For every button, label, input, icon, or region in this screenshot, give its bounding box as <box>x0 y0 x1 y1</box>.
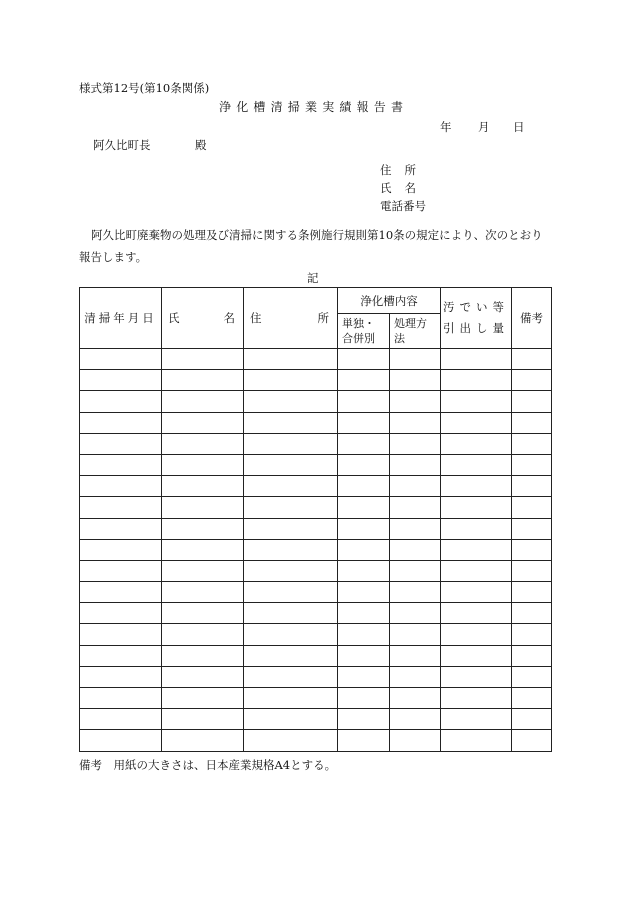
table-cell[interactable] <box>162 730 244 751</box>
table-cell[interactable] <box>338 454 390 475</box>
table-cell[interactable] <box>441 349 512 370</box>
table-row <box>80 412 552 433</box>
report-table <box>79 287 552 752</box>
table-body <box>80 349 552 752</box>
applicant-address-label: 住所 <box>380 163 429 177</box>
table-cell[interactable] <box>244 497 338 518</box>
table-cell[interactable] <box>80 645 162 666</box>
table-cell[interactable] <box>80 370 162 391</box>
table-cell[interactable] <box>80 624 162 645</box>
table-cell[interactable] <box>80 603 162 624</box>
table-cell[interactable] <box>390 688 441 709</box>
form-number: 様式第12号(第10条関係) <box>79 81 210 95</box>
table-cell[interactable] <box>512 433 552 454</box>
table-cell[interactable] <box>512 688 552 709</box>
table-cell[interactable] <box>512 476 552 497</box>
table-cell[interactable] <box>244 539 338 560</box>
table-cell[interactable] <box>338 603 390 624</box>
table-cell[interactable] <box>512 709 552 730</box>
table-cell[interactable] <box>162 666 244 687</box>
table-cell[interactable] <box>512 454 552 475</box>
addressee-name: 阿久比町長 <box>93 138 151 152</box>
table-cell[interactable] <box>338 391 390 412</box>
table-cell[interactable] <box>338 666 390 687</box>
table-cell[interactable] <box>244 433 338 454</box>
table-cell[interactable] <box>338 412 390 433</box>
table-cell[interactable] <box>441 518 512 539</box>
header-type: 単独・合併別 <box>338 314 390 349</box>
table-cell[interactable] <box>80 476 162 497</box>
table-cell[interactable] <box>512 412 552 433</box>
table-cell[interactable] <box>512 370 552 391</box>
table-cell[interactable] <box>244 349 338 370</box>
table-cell[interactable] <box>512 497 552 518</box>
table-cell[interactable] <box>244 582 338 603</box>
table-cell[interactable] <box>80 709 162 730</box>
table-cell[interactable] <box>390 539 441 560</box>
table-cell[interactable] <box>80 497 162 518</box>
table-cell[interactable] <box>390 349 441 370</box>
document-title: 浄化槽清掃業実績報告書 <box>219 100 409 114</box>
table-cell[interactable] <box>338 476 390 497</box>
table-row <box>80 454 552 475</box>
table-row <box>80 730 552 751</box>
table-cell[interactable] <box>80 433 162 454</box>
table-cell[interactable] <box>390 624 441 645</box>
table-cell[interactable] <box>244 476 338 497</box>
table-row <box>80 497 552 518</box>
table-cell[interactable] <box>162 645 244 666</box>
header-address: 住 所 <box>244 288 338 349</box>
table-cell[interactable] <box>338 349 390 370</box>
table-cell[interactable] <box>338 518 390 539</box>
table-cell[interactable] <box>244 709 338 730</box>
table-row <box>80 539 552 560</box>
date-year-label: 年 <box>440 120 452 134</box>
table-row <box>80 645 552 666</box>
date-month-label: 月 <box>478 120 490 134</box>
table-cell[interactable] <box>338 370 390 391</box>
table-cell[interactable] <box>338 433 390 454</box>
table-row <box>80 349 552 370</box>
table-cell[interactable] <box>162 582 244 603</box>
table-row <box>80 603 552 624</box>
addressee-honorific: 殿 <box>195 138 207 152</box>
table-cell[interactable] <box>441 666 512 687</box>
table-cell[interactable] <box>441 497 512 518</box>
table-row <box>80 476 552 497</box>
table-cell[interactable] <box>512 518 552 539</box>
table-cell[interactable] <box>441 370 512 391</box>
table-cell[interactable] <box>162 709 244 730</box>
header-sludge-amount: 汚でい等 引出し量 <box>441 288 512 349</box>
table-cell[interactable] <box>162 560 244 581</box>
table-cell[interactable] <box>441 645 512 666</box>
table-cell[interactable] <box>162 518 244 539</box>
table-cell[interactable] <box>390 645 441 666</box>
table-cell[interactable] <box>338 624 390 645</box>
table-row <box>80 688 552 709</box>
table-row <box>80 560 552 581</box>
table-cell[interactable] <box>244 645 338 666</box>
table-cell[interactable] <box>80 688 162 709</box>
table-cell[interactable] <box>162 412 244 433</box>
table-cell[interactable] <box>162 603 244 624</box>
header-remarks: 備考 <box>512 288 552 349</box>
table-cell[interactable] <box>244 603 338 624</box>
table-row <box>80 370 552 391</box>
table-cell[interactable] <box>441 433 512 454</box>
table-cell[interactable] <box>390 709 441 730</box>
record-heading: 記 <box>307 271 319 285</box>
table-cell[interactable] <box>390 391 441 412</box>
table-cell[interactable] <box>338 539 390 560</box>
table-cell[interactable] <box>390 370 441 391</box>
table-cell[interactable] <box>441 624 512 645</box>
table-cell[interactable] <box>80 349 162 370</box>
table-cell[interactable] <box>244 518 338 539</box>
table-cell[interactable] <box>80 454 162 475</box>
table-cell[interactable] <box>244 688 338 709</box>
table-row <box>80 624 552 645</box>
body-text: 阿久比町廃棄物の処理及び清掃に関する条例施行規則第10条の規定により、次のとおり報告します。 <box>79 228 543 264</box>
table-row <box>80 518 552 539</box>
table-cell[interactable] <box>441 730 512 751</box>
table-cell[interactable] <box>512 603 552 624</box>
table-cell[interactable] <box>162 539 244 560</box>
table-cell[interactable] <box>390 730 441 751</box>
table-cell[interactable] <box>338 645 390 666</box>
applicant-name-label: 氏名 <box>380 181 429 195</box>
table-cell[interactable] <box>244 370 338 391</box>
table-cell[interactable] <box>80 666 162 687</box>
table-cell[interactable] <box>162 349 244 370</box>
table-cell[interactable] <box>441 539 512 560</box>
table-cell[interactable] <box>390 560 441 581</box>
table-cell[interactable] <box>80 582 162 603</box>
table-cell[interactable] <box>162 433 244 454</box>
table-cell[interactable] <box>441 476 512 497</box>
table-cell[interactable] <box>512 560 552 581</box>
table-cell[interactable] <box>390 518 441 539</box>
table-cell[interactable] <box>162 391 244 412</box>
table-row <box>80 582 552 603</box>
table-cell[interactable] <box>338 688 390 709</box>
table-cell[interactable] <box>441 709 512 730</box>
table-cell[interactable] <box>390 476 441 497</box>
header-treatment-method: 処理方法 <box>390 314 441 349</box>
table-cell[interactable] <box>441 454 512 475</box>
table-cell[interactable] <box>80 391 162 412</box>
table-cell[interactable] <box>244 454 338 475</box>
applicant-phone-label: 電話番号 <box>380 199 426 213</box>
table-cell[interactable] <box>244 560 338 581</box>
table-cell[interactable] <box>338 497 390 518</box>
table-cell[interactable] <box>441 603 512 624</box>
table-cell[interactable] <box>512 349 552 370</box>
table-cell[interactable] <box>244 624 338 645</box>
table-cell[interactable] <box>390 666 441 687</box>
table-cell[interactable] <box>244 666 338 687</box>
table-cell[interactable] <box>162 624 244 645</box>
table-row <box>80 433 552 454</box>
table-cell[interactable] <box>244 391 338 412</box>
table-cell[interactable] <box>162 688 244 709</box>
table-cell[interactable] <box>338 730 390 751</box>
table-cell[interactable] <box>390 433 441 454</box>
table-cell[interactable] <box>512 539 552 560</box>
header-septic-tank-contents: 浄化槽内容 <box>338 288 441 314</box>
table-cell[interactable] <box>512 645 552 666</box>
table-cell[interactable] <box>441 391 512 412</box>
table-cell[interactable] <box>512 624 552 645</box>
table-cell[interactable] <box>162 370 244 391</box>
table-cell[interactable] <box>441 560 512 581</box>
table-cell[interactable] <box>338 709 390 730</box>
table-row <box>80 666 552 687</box>
table-cell[interactable] <box>80 412 162 433</box>
header-cleaning-date: 清掃年月日 <box>80 288 162 349</box>
footnote: 備考 用紙の大きさは、日本産業規格A4とする。 <box>79 758 337 772</box>
table-cell[interactable] <box>441 582 512 603</box>
table-cell[interactable] <box>80 539 162 560</box>
table-cell[interactable] <box>162 454 244 475</box>
table-cell[interactable] <box>512 391 552 412</box>
table-cell[interactable] <box>441 688 512 709</box>
table-cell[interactable] <box>390 412 441 433</box>
table-cell[interactable] <box>244 730 338 751</box>
header-name: 氏 名 <box>162 288 244 349</box>
table-row <box>80 391 552 412</box>
table-cell[interactable] <box>390 497 441 518</box>
table-cell[interactable] <box>162 476 244 497</box>
table-cell[interactable] <box>512 730 552 751</box>
table-cell[interactable] <box>390 582 441 603</box>
table-cell[interactable] <box>338 560 390 581</box>
table-cell[interactable] <box>390 454 441 475</box>
table-cell[interactable] <box>512 666 552 687</box>
table-cell[interactable] <box>338 582 390 603</box>
table-cell[interactable] <box>512 582 552 603</box>
table-cell[interactable] <box>80 518 162 539</box>
table-cell[interactable] <box>80 730 162 751</box>
table-cell[interactable] <box>162 497 244 518</box>
table-cell[interactable] <box>390 603 441 624</box>
table-row <box>80 709 552 730</box>
table-cell[interactable] <box>441 412 512 433</box>
date-day-label: 日 <box>513 120 525 134</box>
table-cell[interactable] <box>244 412 338 433</box>
table-cell[interactable] <box>80 560 162 581</box>
